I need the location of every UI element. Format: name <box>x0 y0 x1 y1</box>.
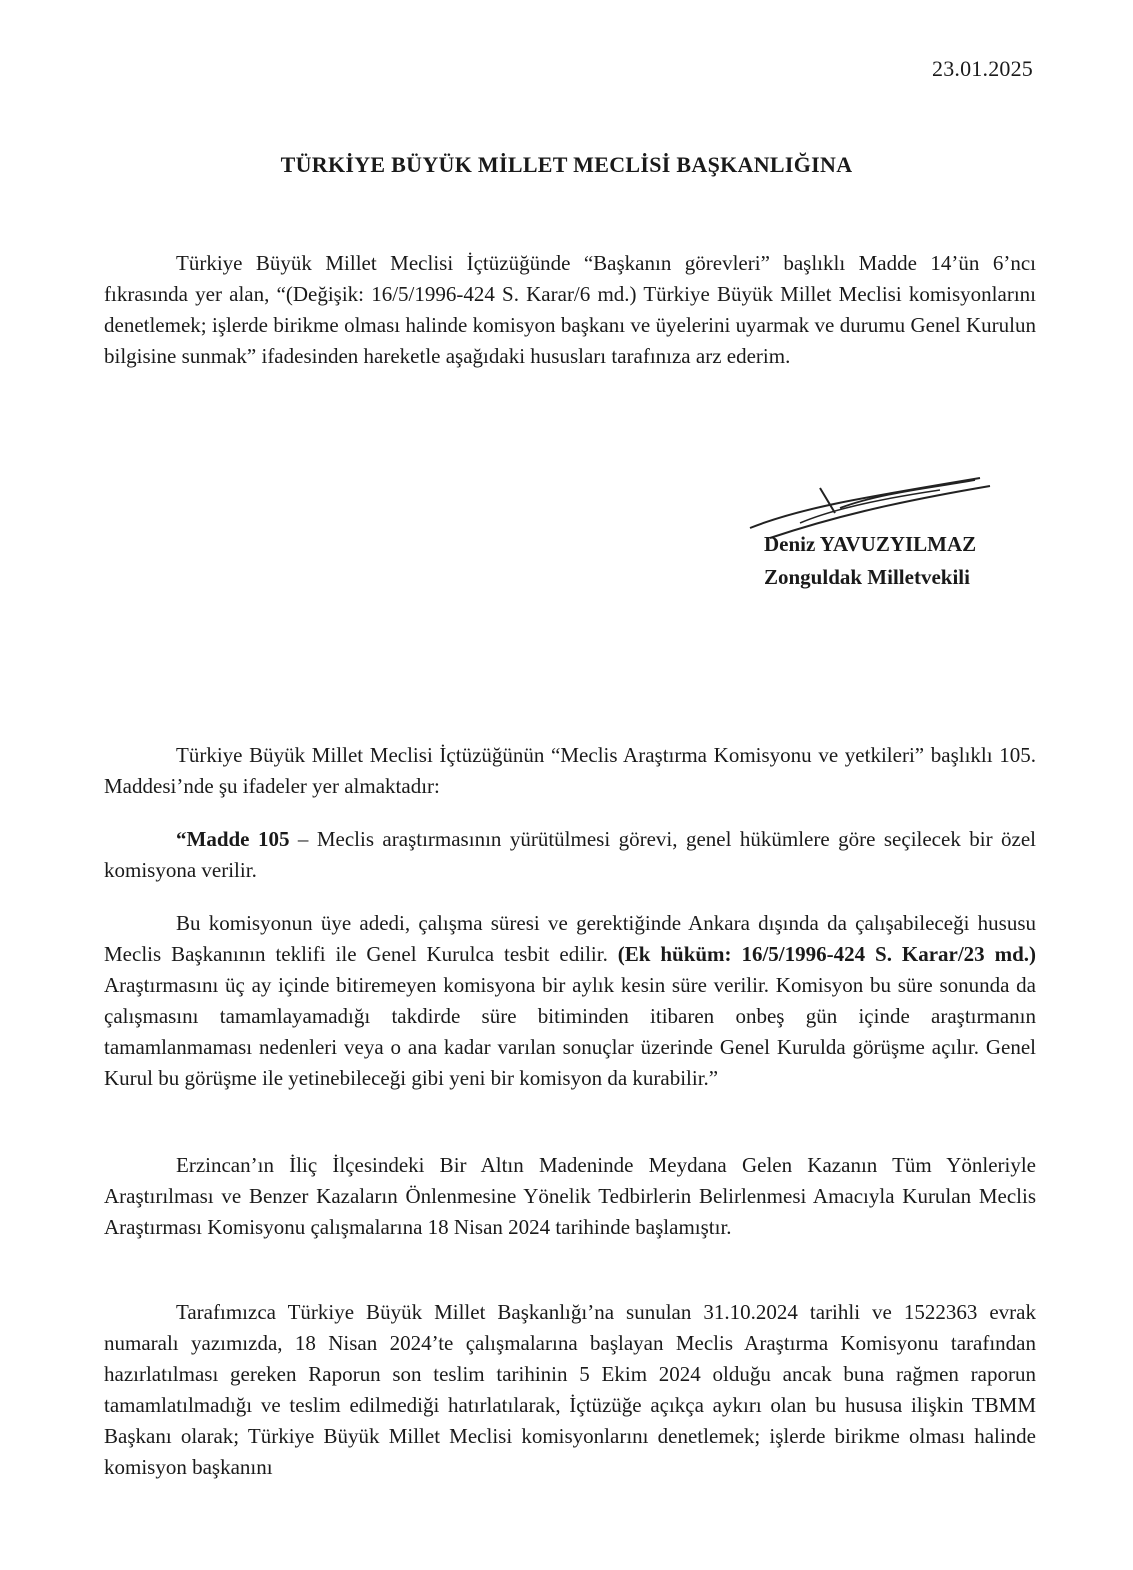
quote-commission-text-b: Araştırmasını üç ay içinde bitiremeyen komisyona bir aylık kesin süre verilir. Komisyon bu süre sonunda da çalışmasını tamamlayamadığı takdirde süre bitiminden itibaren onbeş gün içinde araştırmanın tamamlanmaması nedenleri veya o ana kadar varılan sonuçlar üzerinde Genel Kurulda görüşme açılır. Genel Kurul bu görüşme ile yetinebileceği gibi yeni bir komisyon da kurabilir.” <box>104 973 1036 1090</box>
document-title: TÜRKİYE BÜYÜK MİLLET MECLİSİ BAŞKANLIĞINA <box>280 152 853 177</box>
paragraph-commission-start: Erzincan’ın İliç İlçesindeki Bir Altın Madeninde Meydana Gelen Kazanın Tüm Yönleriyle Araştırılması ve Benzer Kazaların Önlenmesine Yönelik Tedbirlerin Belirlenmesi Amacıyla Kurulan Meclis Araştırması Komisyonu çalışmalarına 18 Nisan 2024 tarihinde başlamıştır. <box>104 1153 1036 1239</box>
quote-article-105 <box>104 824 1036 886</box>
signer-block <box>764 528 976 594</box>
signer-role: Zonguldak Milletvekili <box>764 565 970 589</box>
intro-paragraph: Türkiye Büyük Millet Meclisi İçtüzüğünde “Başkanın görevleri” başlıklı Madde 14’ün 6’ncı fıkrasında yer alan, “(Değişik: 16/5/1996-424 S. Karar/6 md.) Türkiye Büyük Millet Meclisi komisyonlarını denetlemek; işlerde birikme olması halinde komisyon başkanı ve üyelerini uyarmak ve durumu Genel Kurulun bilgisine sunmak” ifadesinden hareketle aşağıdaki hususları tarafınıza arz ederim. <box>104 251 1036 368</box>
paragraph-previous-letter: Tarafımızca Türkiye Büyük Millet Başkanlığı’na sunulan 31.10.2024 tarihli ve 1522363 evrak numaralı yazımızda, 18 Nisan 2024’te çalışmalarına başlayan Meclis Araştırma Komisyonu tarafından hazırlatılması gereken Raporun son teslim tarihinin 5 Ekim 2024 olduğu ancak buna rağmen raporun tamamlatılmadığı ve teslim edilmediği hatırlatılarak, İçtüzüğe açıkça aykırı olan bu hususa ilişkin TBMM Başkanı olarak; Türkiye Büyük Millet Meclisi komisyonlarını denetlemek; işlerde birikme olması halinde komisyon başkanını <box>104 1300 1036 1479</box>
quote-commission-duration <box>104 908 1036 1094</box>
quote-amendment-ref: (Ek hüküm: 16/5/1996-424 S. Karar/23 md.) <box>617 942 1036 966</box>
quote-article-label: “Madde 105 <box>176 827 290 851</box>
quote-commission-text-a: Bu komisyonun üye adedi, çalışma süresi ve gerektiğinde Ankara dışında da çalışabileceği hususu Meclis Başkanının teklifi ile Genel Kurulca tesbit edilir. <box>104 911 1036 966</box>
paragraph-bylaw-intro: Türkiye Büyük Millet Meclisi İçtüzüğünün “Meclis Araştırma Komisyonu ve yetkileri” başlıklı 105. Maddesi’nde şu ifadeler yer almaktadır: <box>104 743 1036 798</box>
signer-name: Deniz YAVUZYILMAZ <box>764 532 977 556</box>
document-date: 23.01.2025 <box>932 56 1033 81</box>
quote-article-text: – Meclis araştırmasının yürütülmesi görevi, genel hükümlere göre seçilecek bir özel komisyona verilir. <box>104 827 1037 882</box>
